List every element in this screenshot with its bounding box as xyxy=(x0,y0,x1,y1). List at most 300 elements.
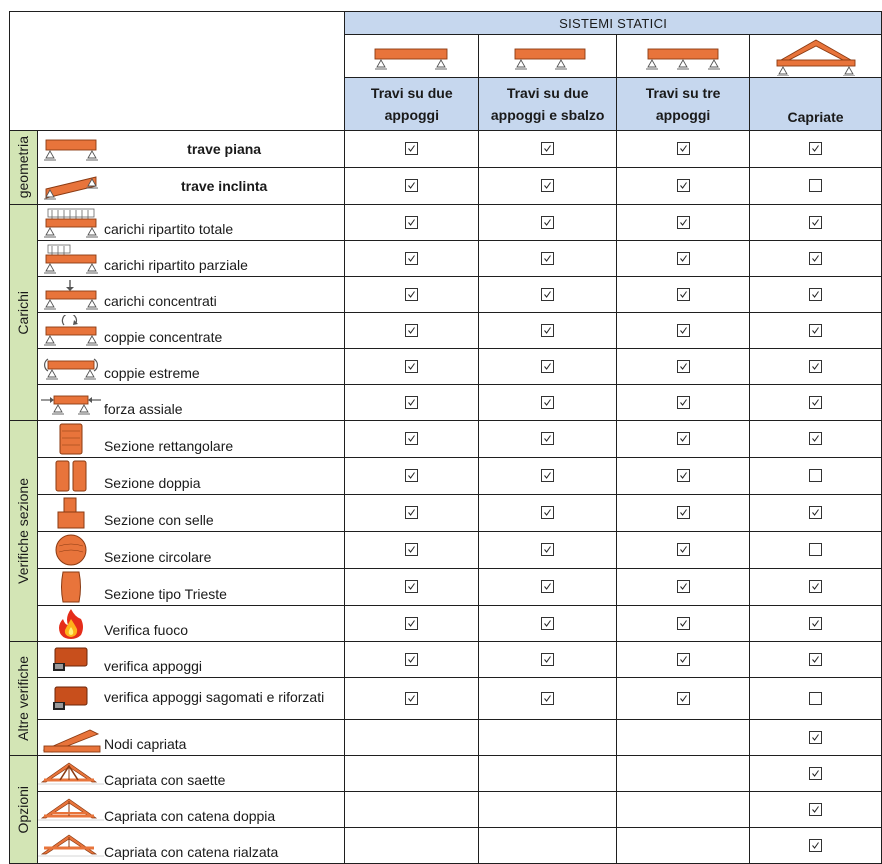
check-cell xyxy=(617,828,750,864)
checked-checkbox[interactable] xyxy=(405,252,418,265)
check-cell xyxy=(617,678,750,720)
check-cell xyxy=(750,828,882,864)
table-row xyxy=(10,205,882,241)
check-cell xyxy=(617,277,750,313)
check-cell xyxy=(479,720,617,756)
check-cell xyxy=(479,532,617,569)
header-title: SISTEMI STATICI xyxy=(345,12,882,35)
check-mark-icon xyxy=(811,769,820,778)
check-cell xyxy=(479,241,617,277)
feature-label: carichi concentrati xyxy=(104,277,345,313)
checked-checkbox[interactable] xyxy=(677,543,690,556)
check-mark-icon xyxy=(407,362,416,371)
check-mark-icon xyxy=(679,290,688,299)
check-cell xyxy=(617,606,750,642)
checked-checkbox[interactable] xyxy=(541,469,554,482)
check-mark-icon xyxy=(407,582,416,591)
table-row xyxy=(10,642,882,678)
table-row xyxy=(10,532,882,569)
check-cell xyxy=(617,168,750,205)
circular-section-icon xyxy=(37,532,104,569)
check-mark-icon xyxy=(679,144,688,153)
check-mark-icon xyxy=(407,181,416,190)
check-mark-icon xyxy=(679,619,688,628)
checked-checkbox[interactable] xyxy=(405,469,418,482)
beam-two-supports-icon xyxy=(345,35,479,78)
checked-checkbox[interactable] xyxy=(541,617,554,630)
checked-checkbox[interactable] xyxy=(809,216,822,229)
feature-label: Sezione circolare xyxy=(104,532,345,569)
check-cell xyxy=(345,313,479,349)
truss-node-icon xyxy=(37,720,104,756)
check-cell xyxy=(479,828,617,864)
check-cell xyxy=(617,756,750,792)
check-mark-icon xyxy=(543,508,552,517)
check-mark-icon xyxy=(407,471,416,480)
check-cell xyxy=(479,569,617,606)
check-mark-icon xyxy=(543,254,552,263)
check-mark-icon xyxy=(543,290,552,299)
check-mark-icon xyxy=(407,218,416,227)
feature-label: Capriata con catena doppia xyxy=(104,792,345,828)
checked-checkbox[interactable] xyxy=(809,767,822,780)
checked-checkbox[interactable] xyxy=(677,252,690,265)
check-cell xyxy=(617,349,750,385)
check-cell xyxy=(479,458,617,495)
check-cell xyxy=(345,458,479,495)
check-cell xyxy=(617,205,750,241)
checked-checkbox[interactable] xyxy=(677,216,690,229)
check-cell xyxy=(617,385,750,421)
check-cell xyxy=(750,277,882,313)
check-cell xyxy=(617,532,750,569)
check-mark-icon xyxy=(543,545,552,554)
unchecked-checkbox[interactable] xyxy=(809,543,822,556)
check-mark-icon xyxy=(679,181,688,190)
column-header-2 xyxy=(479,78,617,131)
check-mark-icon xyxy=(543,694,552,703)
check-cell xyxy=(617,642,750,678)
table-row xyxy=(10,349,882,385)
checked-checkbox[interactable] xyxy=(541,543,554,556)
shaped-support-icon xyxy=(37,678,104,720)
check-cell xyxy=(479,385,617,421)
check-mark-icon xyxy=(811,434,820,443)
table-row xyxy=(10,569,882,606)
group-label: Verifiche sezione xyxy=(15,478,32,584)
feature-label: trave piana xyxy=(104,131,345,168)
check-cell xyxy=(617,241,750,277)
rectangular-section-icon xyxy=(37,421,104,458)
table-row xyxy=(10,720,882,756)
checked-checkbox[interactable] xyxy=(541,432,554,445)
feature-label: coppie estreme xyxy=(104,349,345,385)
inclined-beam-icon xyxy=(37,168,104,205)
total-distributed-load-icon xyxy=(37,205,104,241)
check-mark-icon xyxy=(407,254,416,263)
check-mark-icon xyxy=(679,545,688,554)
checked-checkbox[interactable] xyxy=(677,432,690,445)
group-label: Carichi xyxy=(15,290,32,335)
checked-checkbox[interactable] xyxy=(809,396,822,409)
check-cell xyxy=(345,241,479,277)
check-cell xyxy=(479,606,617,642)
checked-checkbox[interactable] xyxy=(809,653,822,666)
check-mark-icon xyxy=(811,398,820,407)
double-section-icon xyxy=(37,458,104,495)
check-cell xyxy=(617,720,750,756)
table-row xyxy=(10,792,882,828)
check-cell xyxy=(750,241,882,277)
checked-checkbox[interactable] xyxy=(405,142,418,155)
check-mark-icon xyxy=(407,508,416,517)
group-label-cell xyxy=(10,421,38,642)
check-cell xyxy=(345,569,479,606)
check-cell xyxy=(345,792,479,828)
checked-checkbox[interactable] xyxy=(677,360,690,373)
check-mark-icon xyxy=(679,582,688,591)
checked-checkbox[interactable] xyxy=(405,360,418,373)
checked-checkbox[interactable] xyxy=(809,617,822,630)
check-cell xyxy=(750,756,882,792)
check-mark-icon xyxy=(811,582,820,591)
column-header-3 xyxy=(617,78,750,131)
truss-struts-icon xyxy=(37,756,104,792)
check-cell xyxy=(750,606,882,642)
check-cell xyxy=(750,569,882,606)
check-mark-icon xyxy=(679,434,688,443)
checked-checkbox[interactable] xyxy=(541,216,554,229)
check-mark-icon xyxy=(407,694,416,703)
checked-checkbox[interactable] xyxy=(677,692,690,705)
checked-checkbox[interactable] xyxy=(677,288,690,301)
check-cell xyxy=(479,756,617,792)
group-label: Opzioni xyxy=(15,785,32,834)
check-mark-icon xyxy=(543,362,552,371)
unchecked-checkbox[interactable] xyxy=(809,692,822,705)
checked-checkbox[interactable] xyxy=(677,324,690,337)
column-header-4 xyxy=(750,78,882,131)
checked-checkbox[interactable] xyxy=(405,216,418,229)
check-mark-icon xyxy=(407,619,416,628)
check-mark-icon xyxy=(543,218,552,227)
check-cell xyxy=(479,168,617,205)
group-label-cell xyxy=(10,205,38,421)
check-mark-icon xyxy=(543,471,552,480)
checked-checkbox[interactable] xyxy=(809,288,822,301)
concentrated-moment-icon xyxy=(37,313,104,349)
checked-checkbox[interactable] xyxy=(541,252,554,265)
beam-three-supports-icon xyxy=(617,35,750,78)
checked-checkbox[interactable] xyxy=(809,580,822,593)
check-cell xyxy=(750,532,882,569)
checked-checkbox[interactable] xyxy=(541,360,554,373)
check-mark-icon xyxy=(679,326,688,335)
check-cell xyxy=(345,421,479,458)
column-header-line1: Travi su due xyxy=(370,85,453,101)
checked-checkbox[interactable] xyxy=(677,506,690,519)
check-cell xyxy=(345,642,479,678)
feature-label: trave inclinta xyxy=(104,168,345,205)
feature-label: Sezione rettangolare xyxy=(104,421,345,458)
table-row xyxy=(10,131,882,168)
checked-checkbox[interactable] xyxy=(541,179,554,192)
group-label-cell xyxy=(10,756,38,864)
check-mark-icon xyxy=(679,471,688,480)
truss-icon xyxy=(750,35,882,78)
feature-label: Sezione tipo Trieste xyxy=(104,569,345,606)
check-mark-icon xyxy=(811,362,820,371)
check-mark-icon xyxy=(679,694,688,703)
check-cell xyxy=(345,349,479,385)
check-cell xyxy=(750,642,882,678)
checked-checkbox[interactable] xyxy=(541,653,554,666)
check-cell xyxy=(479,495,617,532)
check-mark-icon xyxy=(811,655,820,664)
checked-checkbox[interactable] xyxy=(677,580,690,593)
table-row xyxy=(10,606,882,642)
check-mark-icon xyxy=(543,582,552,591)
feature-label: verifica appoggi sagomati e riforzati xyxy=(104,678,345,720)
check-mark-icon xyxy=(679,508,688,517)
feature-label: Capriata con saette xyxy=(104,756,345,792)
check-cell xyxy=(750,131,882,168)
group-label-cell xyxy=(10,642,38,756)
checked-checkbox[interactable] xyxy=(677,179,690,192)
point-load-icon xyxy=(37,277,104,313)
checked-checkbox[interactable] xyxy=(809,324,822,337)
check-cell xyxy=(617,131,750,168)
checked-checkbox[interactable] xyxy=(541,142,554,155)
corner-cell xyxy=(10,12,345,131)
check-cell xyxy=(345,720,479,756)
column-header-line1: Travi su tre xyxy=(645,85,721,101)
check-cell xyxy=(750,421,882,458)
check-cell xyxy=(345,678,479,720)
check-mark-icon xyxy=(679,218,688,227)
column-header-1 xyxy=(345,78,479,131)
check-mark-icon xyxy=(543,326,552,335)
partial-distributed-load-icon xyxy=(37,241,104,277)
check-mark-icon xyxy=(543,434,552,443)
check-cell xyxy=(345,131,479,168)
check-cell xyxy=(750,205,882,241)
check-mark-icon xyxy=(679,362,688,371)
check-cell xyxy=(617,313,750,349)
checked-checkbox[interactable] xyxy=(677,469,690,482)
check-mark-icon xyxy=(679,254,688,263)
table-row xyxy=(10,421,882,458)
checked-checkbox[interactable] xyxy=(809,252,822,265)
checked-checkbox[interactable] xyxy=(405,288,418,301)
feature-label: verifica appoggi xyxy=(104,642,345,678)
fire-icon xyxy=(37,606,104,642)
check-cell xyxy=(345,168,479,205)
checked-checkbox[interactable] xyxy=(677,396,690,409)
checked-checkbox[interactable] xyxy=(405,617,418,630)
check-cell xyxy=(345,756,479,792)
table-row xyxy=(10,756,882,792)
checked-checkbox[interactable] xyxy=(541,396,554,409)
checked-checkbox[interactable] xyxy=(405,653,418,666)
check-cell xyxy=(750,678,882,720)
checked-checkbox[interactable] xyxy=(677,617,690,630)
checked-checkbox[interactable] xyxy=(809,432,822,445)
checked-checkbox[interactable] xyxy=(405,692,418,705)
check-mark-icon xyxy=(811,218,820,227)
check-cell xyxy=(750,168,882,205)
feature-label: Capriata con catena rialzata xyxy=(104,828,345,864)
checked-checkbox[interactable] xyxy=(405,396,418,409)
check-cell xyxy=(479,678,617,720)
checked-checkbox[interactable] xyxy=(677,653,690,666)
group-label: geometria xyxy=(15,136,32,199)
check-cell xyxy=(479,313,617,349)
check-mark-icon xyxy=(407,545,416,554)
table-row xyxy=(10,678,882,720)
truss-double-tie-icon xyxy=(37,792,104,828)
checked-checkbox[interactable] xyxy=(541,324,554,337)
axial-force-icon xyxy=(37,385,104,421)
checked-checkbox[interactable] xyxy=(405,580,418,593)
check-mark-icon xyxy=(407,655,416,664)
table-row xyxy=(10,168,882,205)
checked-checkbox[interactable] xyxy=(541,288,554,301)
end-moments-icon xyxy=(37,349,104,385)
checked-checkbox[interactable] xyxy=(809,142,822,155)
checked-checkbox[interactable] xyxy=(809,506,822,519)
truss-raised-tie-icon xyxy=(37,828,104,864)
features-table xyxy=(9,11,882,864)
check-mark-icon xyxy=(543,398,552,407)
check-cell xyxy=(345,277,479,313)
check-mark-icon xyxy=(407,326,416,335)
check-cell xyxy=(345,205,479,241)
check-cell xyxy=(479,421,617,458)
check-mark-icon xyxy=(679,655,688,664)
support-check-icon xyxy=(37,642,104,678)
group-label: Altre verifiche xyxy=(15,656,32,741)
check-mark-icon xyxy=(543,619,552,628)
check-cell xyxy=(750,495,882,532)
feature-label: carichi ripartito parziale xyxy=(104,241,345,277)
check-cell xyxy=(479,792,617,828)
check-mark-icon xyxy=(407,434,416,443)
check-cell xyxy=(617,458,750,495)
check-cell xyxy=(479,642,617,678)
check-cell xyxy=(750,313,882,349)
check-cell xyxy=(345,828,479,864)
check-cell xyxy=(479,131,617,168)
check-cell xyxy=(345,606,479,642)
check-mark-icon xyxy=(811,290,820,299)
table-row xyxy=(10,495,882,532)
saddle-section-icon xyxy=(37,495,104,532)
check-mark-icon xyxy=(811,619,820,628)
check-cell xyxy=(479,349,617,385)
checked-checkbox[interactable] xyxy=(405,543,418,556)
column-header-line2: Capriate xyxy=(787,109,844,125)
feature-label: carichi ripartito totale xyxy=(104,205,345,241)
column-header-line2: appoggi xyxy=(655,107,711,123)
feature-label: Verifica fuoco xyxy=(104,606,345,642)
check-cell xyxy=(617,569,750,606)
check-cell xyxy=(479,277,617,313)
table-row xyxy=(10,828,882,864)
table-row xyxy=(10,385,882,421)
check-mark-icon xyxy=(679,398,688,407)
beam-overhang-icon xyxy=(479,35,617,78)
check-cell xyxy=(617,792,750,828)
check-cell xyxy=(345,532,479,569)
feature-label: coppie concentrate xyxy=(104,313,345,349)
check-cell xyxy=(750,792,882,828)
unchecked-checkbox[interactable] xyxy=(809,179,822,192)
check-cell xyxy=(345,495,479,532)
checked-checkbox[interactable] xyxy=(809,803,822,816)
check-mark-icon xyxy=(811,508,820,517)
check-cell xyxy=(617,495,750,532)
feature-label: forza assiale xyxy=(104,385,345,421)
check-mark-icon xyxy=(543,655,552,664)
column-header-line2: appoggi e sbalzo xyxy=(490,107,605,123)
checked-checkbox[interactable] xyxy=(541,580,554,593)
check-cell xyxy=(750,349,882,385)
check-mark-icon xyxy=(811,144,820,153)
check-cell xyxy=(750,458,882,495)
check-mark-icon xyxy=(811,805,820,814)
feature-label: Sezione doppia xyxy=(104,458,345,495)
checked-checkbox[interactable] xyxy=(405,179,418,192)
table-row xyxy=(10,277,882,313)
check-mark-icon xyxy=(407,144,416,153)
unchecked-checkbox[interactable] xyxy=(809,469,822,482)
table-row xyxy=(10,313,882,349)
table-row xyxy=(10,241,882,277)
checked-checkbox[interactable] xyxy=(541,692,554,705)
check-mark-icon xyxy=(407,398,416,407)
feature-label: Nodi capriata xyxy=(104,720,345,756)
flat-beam-icon xyxy=(37,131,104,168)
check-mark-icon xyxy=(811,326,820,335)
checked-checkbox[interactable] xyxy=(405,432,418,445)
column-header-line2: appoggi xyxy=(384,107,439,123)
checked-checkbox[interactable] xyxy=(809,839,822,852)
check-cell xyxy=(345,385,479,421)
checked-checkbox[interactable] xyxy=(405,324,418,337)
check-mark-icon xyxy=(811,733,820,742)
check-mark-icon xyxy=(811,841,820,850)
group-label-cell xyxy=(10,131,38,205)
check-cell xyxy=(617,421,750,458)
check-mark-icon xyxy=(407,290,416,299)
checked-checkbox[interactable] xyxy=(677,142,690,155)
checked-checkbox[interactable] xyxy=(405,506,418,519)
check-cell xyxy=(750,385,882,421)
column-header-line1: Travi su due xyxy=(506,85,589,101)
feature-label: Sezione con selle xyxy=(104,495,345,532)
check-mark-icon xyxy=(543,181,552,190)
check-cell xyxy=(750,720,882,756)
check-mark-icon xyxy=(543,144,552,153)
checked-checkbox[interactable] xyxy=(809,731,822,744)
check-mark-icon xyxy=(811,254,820,263)
trieste-section-icon xyxy=(37,569,104,606)
checked-checkbox[interactable] xyxy=(809,360,822,373)
table-row xyxy=(10,458,882,495)
checked-checkbox[interactable] xyxy=(541,506,554,519)
check-cell xyxy=(479,205,617,241)
